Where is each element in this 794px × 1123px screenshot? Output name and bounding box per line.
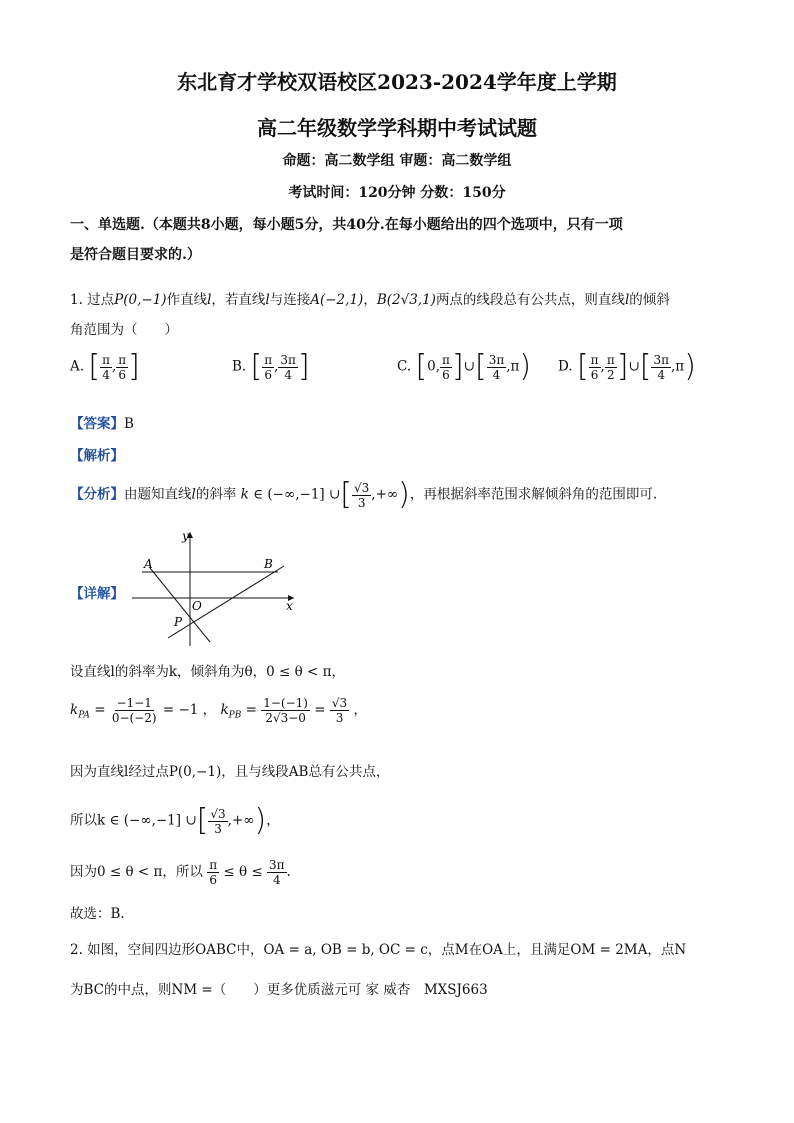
q1-point-p: P(0,−1) <box>114 292 167 308</box>
fenxi-text-c: ，再根据斜率范围求解倾斜角的范围即可. <box>409 486 658 503</box>
q1-stem-line1 <box>70 288 670 308</box>
answer-value: B <box>124 416 134 432</box>
q1-option-d-label: D. <box>558 358 573 375</box>
q1-point-a: A(−2,1) <box>310 292 364 308</box>
section-heading-line2: 是符合题目要求的.） <box>70 247 201 263</box>
fenxi-text-b: 的斜率 <box>195 486 237 503</box>
q1-fenxi: 【分析】由题知直线l的斜率 k ∈ (−∞,−1] ∪[ $\frac{√3}{3}$ ,+∞)，再根据斜率范围求解倾斜角的范围即可. <box>70 477 658 512</box>
label-x: x <box>286 599 293 613</box>
q1-analysis-tag <box>70 444 124 464</box>
label-p: P <box>174 615 183 629</box>
q1-step4-text: 所以k ∈ (−∞,−1] ∪ <box>70 812 197 829</box>
q1-line-l: l <box>207 292 212 308</box>
fenxi-tag: 【分析】 <box>70 486 124 503</box>
q1-step5: 因为0 ≤ θ < π，所以 $\frac{\pi}{6}$ ≤ θ ≤ $\frac{3\pi}{4}$ . <box>70 858 291 887</box>
q1-option-a-label: A. <box>70 358 85 375</box>
label-o: O <box>192 599 202 613</box>
q1-detail-tag <box>70 582 124 602</box>
exam-authors: 命题：高二数学组 审题：高二数学组 <box>282 153 512 169</box>
q1-option-c-label: C. <box>397 358 412 375</box>
q1-answer <box>70 412 134 432</box>
q1-step3: 因为直线l经过点P(0,−1)，且与线段AB总有公共点， <box>70 764 390 780</box>
line-pb <box>168 566 284 638</box>
label-a: A <box>144 557 153 571</box>
q1-option-b-label: B. <box>232 358 247 375</box>
fenxi-text-a: 由题知直线 <box>124 486 192 503</box>
q1-line-l-3: l <box>624 292 630 308</box>
analysis-tag: 【解析】 <box>70 448 124 464</box>
q1-step1: 设直线l的斜率为k，倾斜角为θ，0 ≤ θ < π， <box>70 664 346 680</box>
q1-comma: ， <box>363 292 377 308</box>
q1-option-c[interactable]: C. [0, $\frac{\pi}{6}$ ]∪[ $\frac{3\pi}{4}$ ,π) <box>397 349 532 384</box>
detail-tag: 【详解】 <box>70 586 124 602</box>
q1-line-l-2: l <box>265 292 270 308</box>
answer-tag: 【答案】 <box>70 416 124 432</box>
q1-step4: 所以k ∈ (−∞,−1] ∪[ $\frac{√3}{3}$ ,+∞)， <box>70 803 280 838</box>
label-b: B <box>264 557 273 571</box>
q1-option-a[interactable]: A. [ $\frac{\pi}{4}$ , $\frac{\pi}{6}$ ] <box>70 349 140 384</box>
q1-stem-f: 的倾斜 <box>629 292 670 308</box>
fenxi-l: l <box>191 486 196 503</box>
q1-diagram <box>128 528 300 648</box>
q1-stem-line2: 角范围为（ ） <box>70 322 178 338</box>
q2-line1: 2. 如图，空间四边形OABC中，OA = a, OB = b, OC = c，点M在OA上，且满足OM = 2MA，点N <box>70 942 687 958</box>
exam-subject-title: 高二年级数学学科期中考试试题 <box>257 116 537 140</box>
q1-stem-e: 两点的线段总有公共点，则直线 <box>435 292 625 308</box>
section-heading-line1: 一、单选题.（本题共8小题，每小题5分，共40分.在每小题给出的四个选项中，只有一项 <box>70 217 623 233</box>
q1-stem-d: 与连接 <box>269 292 311 308</box>
q1-step2: $k_{PA}$ = $\frac{-1-1}{0-(-2)}$ = −1 ， $k_{PB}$ = $\frac{1-(-1)}{2√3-0}$ = $\frac{√3}{3}$ ， <box>70 696 367 725</box>
q1-point-b: B(2√3,1) <box>376 292 436 308</box>
q1-option-b[interactable]: B. [ $\frac{\pi}{6}$ , $\frac{3\pi}{4}$ ] <box>232 349 310 384</box>
q1-option-d[interactable]: D. [ $\frac{\pi}{6}$ , $\frac{\pi}{2}$ ]∪[ $\frac{3\pi}{4}$ ,π) <box>558 349 696 384</box>
q2-line2: 为BC的中点，则NM =（ ）更多优质滋元可 家 威杏 MXSJ663 <box>70 982 488 998</box>
q1-stem-a: 1. 过点 <box>70 292 115 308</box>
q1-stem-b: 作直线 <box>166 292 208 308</box>
q1-stem-c: ，若直线 <box>211 292 266 308</box>
exam-school-title: 东北育才学校双语校区2023-2024学年度上学期 <box>177 70 617 94</box>
label-y: y <box>182 529 189 543</box>
exam-info: 考试时间：120分钟 分数：150分 <box>288 185 506 201</box>
q1-final: 故选：B. <box>70 906 125 922</box>
q1-step5-text: 因为0 ≤ θ < π，所以 <box>70 864 203 880</box>
